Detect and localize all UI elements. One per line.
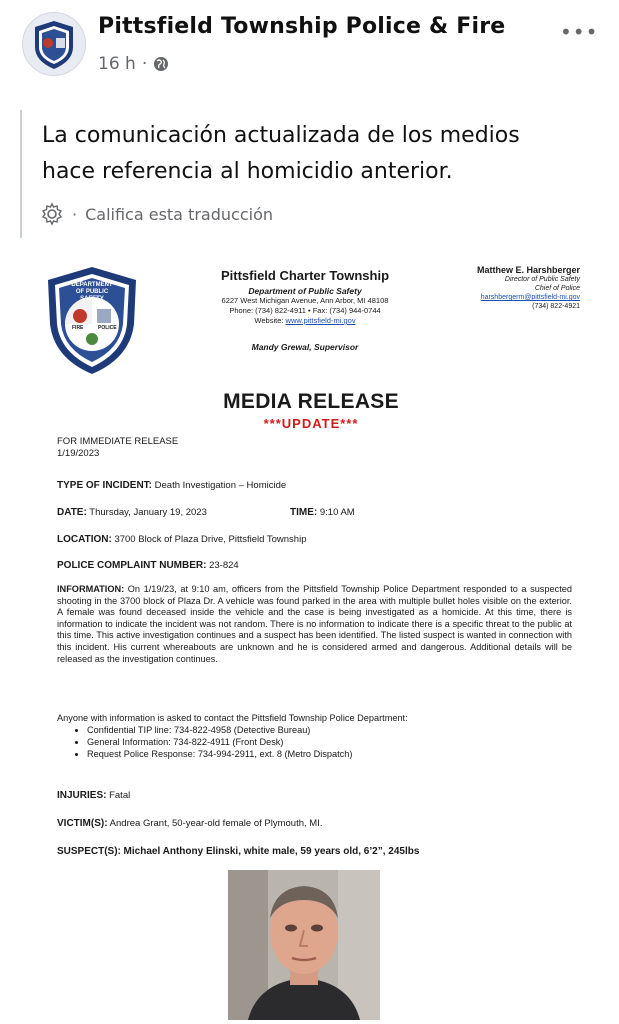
post-header — [0, 0, 619, 105]
injuries-row — [57, 790, 130, 801]
badge-text: DEPARTMENT OF PUBLIC SAFETY — [71, 282, 113, 302]
contact-list — [57, 724, 577, 760]
post-time[interactable]: 16 h — [98, 54, 136, 74]
org-address: 6227 West Michigan Avenue, Ann Arbor, MI 48108 — [221, 296, 389, 305]
translation-block — [20, 110, 582, 238]
location-row — [57, 534, 307, 545]
contact-section — [57, 712, 577, 760]
page-name-link[interactable]: Pittsfield Township Police & Fire — [98, 14, 506, 39]
badge-police-label: POLICE — [98, 325, 117, 331]
website-label: Website: — [254, 316, 284, 325]
location-label: LOCATION: — [57, 534, 112, 545]
rate-translation[interactable] — [40, 202, 273, 226]
complaint-value: 23-824 — [209, 560, 239, 571]
contact-item: • Confidential TIP line: 734-822-4958 (Detective Bureau) — [87, 724, 577, 736]
dept-name: Department of Public Safety — [248, 286, 362, 296]
meta-separator: · — [141, 54, 148, 74]
date-row — [57, 507, 207, 518]
incident-row — [57, 480, 286, 491]
director-block — [424, 266, 580, 311]
info-label: INFORMATION: — [57, 584, 125, 594]
release-header — [57, 436, 178, 460]
badge-logo-icon — [23, 13, 85, 75]
website-link: www.pittsfield-mi.gov — [285, 316, 356, 325]
translated-text: La comunicación actualizada de los medios hace referencia al homicidio anterior. — [42, 123, 520, 184]
director-name: Matthew E. Harshberger — [476, 265, 580, 275]
suspect-row — [57, 846, 419, 857]
injuries-label: INJURIES: — [57, 790, 107, 801]
contact-item: • General Information: 734-822-4911 (Front Desk) — [87, 736, 577, 748]
shield-icon — [44, 264, 140, 376]
director-phone: (734) 822-4921 — [532, 303, 580, 310]
release-title: MEDIA RELEASE — [223, 390, 399, 413]
time-value: 9:10 AM — [319, 507, 355, 518]
director-title-1: Director of Public Safety — [504, 276, 580, 283]
director-title-2: Chief of Police — [534, 285, 580, 292]
rate-translation-link[interactable]: Califica esta traducción — [85, 204, 273, 224]
complaint-row — [57, 560, 239, 571]
complaint-label: POLICE COMPLAINT NUMBER: — [57, 560, 207, 571]
date-label: DATE: — [57, 507, 87, 518]
victim-row — [57, 818, 322, 829]
more-options-button[interactable]: ••• — [560, 20, 599, 44]
update-banner: ***UPDATE*** — [263, 416, 359, 431]
suspect-label: SUSPECT(S): — [57, 846, 121, 857]
gear-icon — [40, 202, 64, 226]
contact-item: • Request Police Response: 734-994-2911, ext. 8 (Metro Dispatch) — [87, 748, 577, 760]
suspect-portrait-image — [228, 870, 380, 1020]
incident-value: Death Investigation – Homicide — [154, 480, 287, 491]
globe-icon — [153, 56, 169, 72]
time-label: TIME: — [290, 507, 318, 518]
post-meta — [98, 54, 169, 74]
suspect-value: Michael Anthony Elinski, white male, 59 years old, 6’2”, 245lbs — [123, 846, 420, 857]
contact-intro: Anyone with information is asked to contact the Pittsfield Township Police Department: — [57, 713, 408, 723]
media-release-document[interactable] — [30, 250, 592, 1024]
org-phone: Phone: (734) 822-4911 • Fax: (734) 944-0744 — [229, 306, 381, 315]
director-email: harshbergerm@pittsfield-mi.gov — [480, 294, 580, 301]
location-value: 3700 Block of Plaza Drive, Pittsfield Township — [114, 534, 307, 545]
rate-separator: · — [72, 204, 78, 224]
info-text: On 1/19/23, at 9:10 am, officers from the Pittsfield Township Police Department responded to a suspected shooting in the 3700 block of Plaza Dr. A vehicle was found parked in the area with multiple bullet holes visible on the exterior. A female was found deceased inside the vehicle and the case is being investigated as a homicide. At this time, there is information to indicate the incident was not random. There is no information to indicate there is a specific threat to the public at this time. This active investigation continues and a suspect has been identified. The listed suspect is wanted in connection with this incident. His current whereabouts are unknown and he is considered armed and dangerous. Additional details will be released as the investigation continues. — [57, 584, 572, 664]
victim-value: Andrea Grant, 50-year-old female of Plymouth, MI. — [109, 818, 323, 829]
release-line: FOR IMMEDIATE RELEASE — [57, 436, 179, 447]
badge-fire-label: FIRE — [72, 325, 84, 331]
org-website-row — [180, 316, 430, 326]
org-name: Pittsfield Charter Township — [220, 268, 390, 283]
page-avatar[interactable] — [22, 12, 86, 76]
suspect-photo — [228, 870, 380, 1020]
release-date: 1/19/2023 — [57, 448, 100, 459]
org-letterhead — [180, 268, 430, 352]
victim-label: VICTIM(S): — [57, 818, 108, 829]
injuries-value: Fatal — [109, 790, 131, 801]
supervisor: Mandy Grewal, Supervisor — [251, 342, 359, 352]
time-row — [290, 507, 355, 518]
public-safety-badge — [44, 264, 140, 376]
information-paragraph — [57, 584, 572, 665]
incident-label: TYPE OF INCIDENT: — [57, 480, 153, 491]
date-value: Thursday, January 19, 2023 — [89, 507, 207, 518]
